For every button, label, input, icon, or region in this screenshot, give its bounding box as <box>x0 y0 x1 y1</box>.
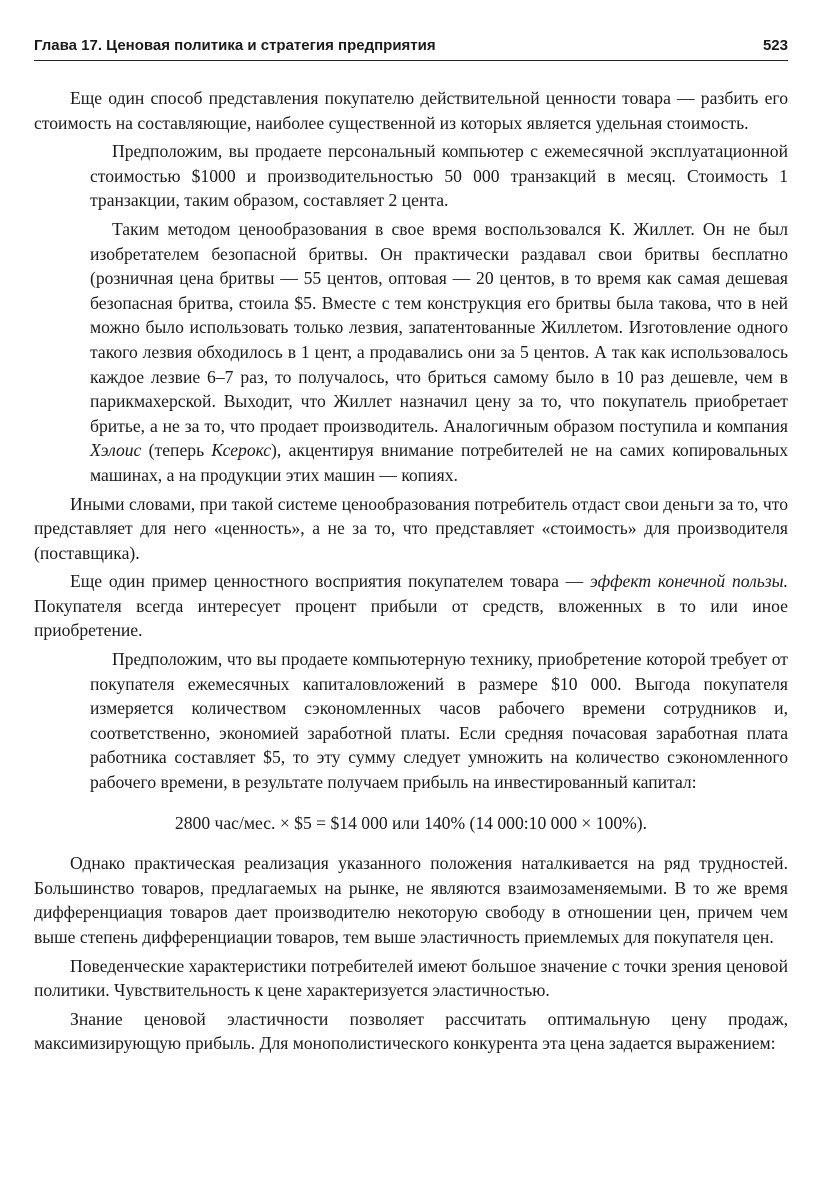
paragraph-end-benefit-text-2: Покупателя всегда интересует процент прибыли от средств, вложенных в то или иное приобретение. <box>34 595 788 641</box>
roi-formula: 2800 час/мес. × $5 = $14 000 или 140% (14 000:10 000 × 100%). <box>174 812 648 833</box>
chapter-title: Глава 17. Ценовая политика и стратегия предприятия <box>34 37 436 54</box>
paragraph-value-vs-cost: Иными словами, при такой системе ценообразования потребитель отдаст свои деньги за то, что представляет для него «ценность», а не за то, что представляет «стоимость» для производителя (поставщика). <box>34 493 788 563</box>
example-gillette-text-3: ), акцентируя внимание потребителей не на самих копировальных машинах, а на продукции этих машин — копиях. <box>90 440 789 485</box>
company-name-haloid: Хэлоис <box>90 440 142 461</box>
paragraph-price-elasticity: Знание ценовой эластичности позволяет рассчитать оптимальную цену продаж, максимизирующую прибыль. Для монополистического конкурента эта цена задается выражением: <box>34 1008 788 1054</box>
example-gillette-text: Таким методом ценообразования в свое время воспользовался К. Жиллет. Он не был изобретателем безопасной бритвы. Он практически раздавал свои бритвы бесплатно (розничная цена бритвы — 55 центов, оптовая — 20 центов, в то время как самая дешевая безопасная бритва, стоила $5. Вместе с тем конструкция его бритвы была такова, что в ней можно было использовать только лезвия, запатентованные Жиллетом. Изготовление одного такого лезвия обходилось в 1 цент, а продавались они за 5 центов. А так как использовалось каждое лезвие 6–7 раз, то получалось, что бриться самому было в 10 раз дешевле, чем в парикмахерской. Выходит, что Жиллет назначил цену за то, что покупатель приобретает бритье, а не за то, что продает производитель. Аналогичным образом поступила и компания <box>90 218 788 436</box>
page-number: 523 <box>762 37 788 54</box>
paragraph-differentiation: Однако практическая реализация указанного положения наталкивается на ряд трудностей. Большинство товаров, предлагаемых на рынке, не являются взаимозаменяемыми. В то же время дифференциация товаров дает производителю некоторую свободу в отношении цен, причем чем выше степень дифференциации товаров, тем выше эластичность приемлемых для покупателя цен. <box>34 853 788 947</box>
example-gillette-text-2: (теперь <box>141 440 212 461</box>
company-name-xerox: Ксерокс <box>211 440 272 461</box>
term-end-benefit-effect: эффект конечной пользы. <box>590 571 788 592</box>
example-gillette <box>90 217 788 488</box>
paragraph-end-benefit-text: Еще один пример ценностного восприятия покупателем товара — <box>70 571 591 592</box>
running-header <box>34 34 788 61</box>
paragraph-end-benefit <box>34 569 788 643</box>
paragraph-unit-cost: Еще один способ представления покупателю действительной ценности товара — разбить его стоимость на составляющие, наиболее существенной из которых является удельная стоимость. <box>34 88 788 133</box>
page-body <box>34 86 788 1060</box>
example-computer-transactions: Предположим, вы продаете персональный компьютер с ежемесячной эксплуатационной стоимостью $1000 и производительностью 50 000 транзакций в месяц. Стоимость 1 транзакции, таким образом, составляет 2 цента. <box>90 141 788 211</box>
example-computer-equipment: Предположим, что вы продаете компьютерную технику, приобретение которой требует от покупателя ежемесячных капиталовложений в размере $10 000. Выгода покупателя измеряется количеством сэкономленных часов рабочего времени сотрудников и, соответственно, экономией заработной платы. Если средняя почасовая заработная плата работника составляет $5, то эту сумму следует умножить на количество сэкономленного рабочего времени, в результате получаем прибыль на инвестированный капитал: <box>90 649 788 793</box>
paragraph-consumer-behavior: Поведенческие характеристики потребителей имеют большое значение с точки зрения ценовой политики. Чувствительность к цене характеризуется эластичностью. <box>34 955 788 1001</box>
